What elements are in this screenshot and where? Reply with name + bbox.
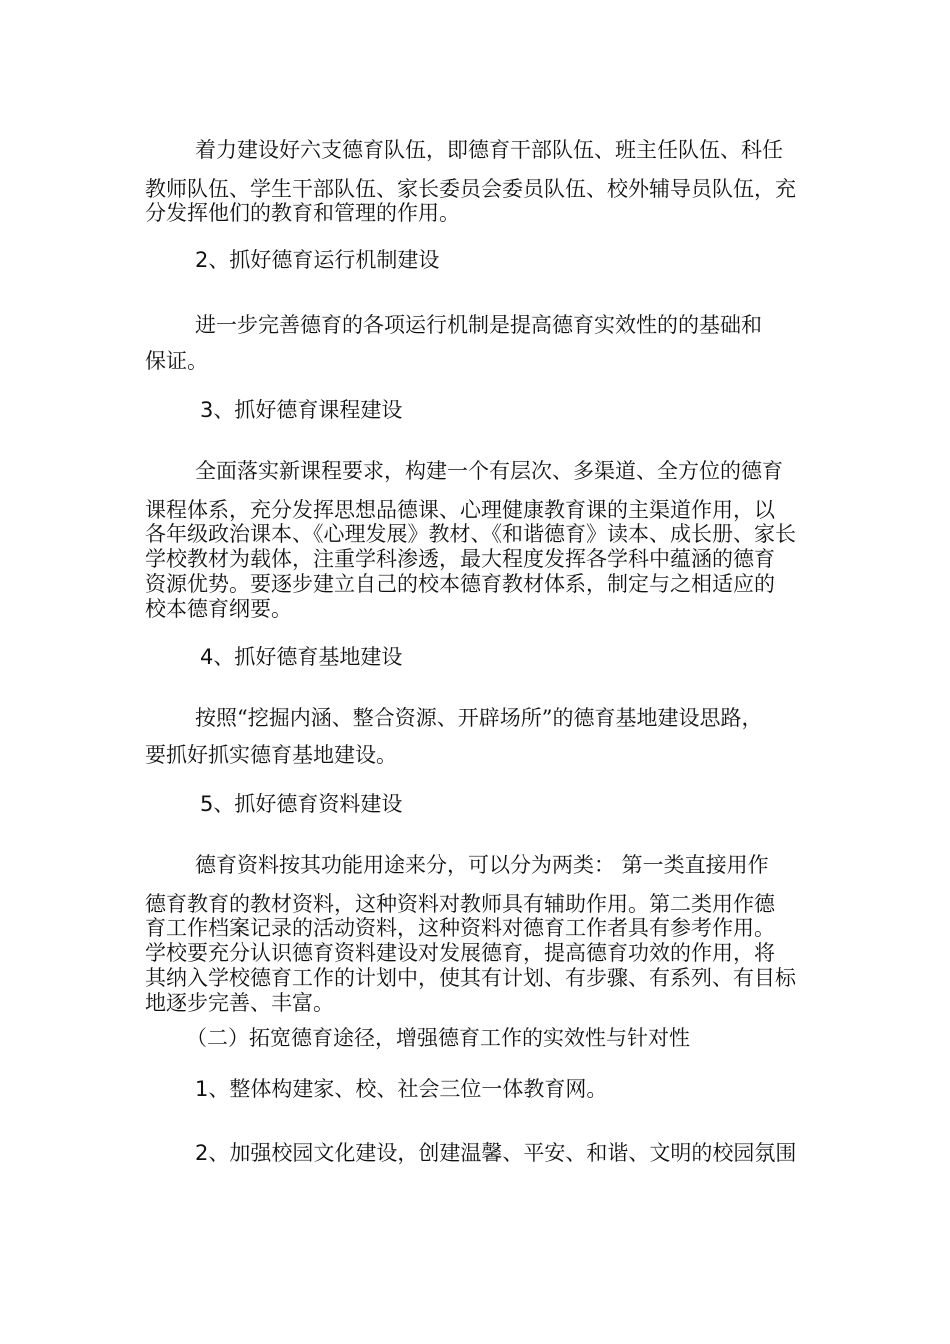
paragraph-materials-line: 德育资料按其功能用途来分，可以分为两类： 第一类直接用作	[195, 853, 769, 877]
paragraph-materials-line: 德育教育的教材资料，这种资料对教师具有辅助作用。第二类用作德	[145, 892, 775, 916]
paragraph-curriculum-line: 各年级政治课本、《心理发展》教材、《和谐德育》读本、成长册、家长	[145, 522, 796, 546]
list-item: 1、整体构建家、校、社会三位一体教育网。	[195, 1077, 608, 1101]
paragraph-base-line: 要抓好抓实德育基地建设。	[145, 743, 397, 767]
paragraph-curriculum-line: 学校教材为载体，注重学科渗透，最大程度发挥各学科中蕴涵的德育	[145, 547, 775, 571]
paragraph-mechanism-line: 保证。	[145, 349, 208, 373]
paragraph-materials-line: 育工作档案记录的活动资料，这种资料对德育工作者具有参考作用。	[145, 916, 775, 940]
paragraph-materials-line: 地逐步完善、丰富。	[145, 991, 334, 1015]
paragraph-curriculum-line: 校本德育纲要。	[145, 597, 292, 621]
section-title: （二）拓宽德育途径，增强德育工作的实效性与针对性	[186, 1026, 690, 1050]
section-heading: 3、抓好德育课程建设	[200, 398, 403, 422]
paragraph-materials-line: 学校要充分认识德育资料建设对发展德育，提高德育功效的作用，将	[145, 941, 775, 965]
section-heading: 4、抓好德育基地建设	[200, 645, 403, 669]
paragraph-teams-line: 分发挥他们的教育和管理的作用。	[145, 201, 460, 225]
paragraph-mechanism-line: 进一步完善德育的各项运行机制是提高德育实效性的的基础和	[195, 313, 762, 337]
section-heading: 5、抓好德育资料建设	[200, 792, 403, 816]
paragraph-curriculum-line: 资源优势。要逐步建立自己的校本德育教材体系，制定与之相适应的	[145, 572, 775, 596]
paragraph-teams-line: 教师队伍、学生干部队伍、家长委员会委员队伍、校外辅导员队伍，充	[145, 177, 796, 201]
section-heading: 2、抓好德育运行机制建设	[195, 248, 440, 272]
list-item: 2、加强校园文化建设，创建温馨、平安、和谐、文明的校园氛围	[195, 1141, 797, 1165]
paragraph-materials-line: 其纳入学校德育工作的计划中，使其有计划、有步骤、有系列、有目标	[145, 966, 796, 990]
paragraph-teams-line: 着力建设好六支德育队伍，即德育干部队伍、班主任队伍、科任	[195, 138, 783, 162]
paragraph-curriculum-line: 课程体系，充分发挥思想品德课、心理健康教育课的主渠道作用，以	[145, 498, 775, 522]
paragraph-base-line: 按照“挖掘内涵、整合资源、开辟场所”的德育基地建设思路，	[195, 706, 763, 730]
paragraph-curriculum-line: 全面落实新课程要求，构建一个有层次、多渠道、全方位的德育	[195, 459, 783, 483]
